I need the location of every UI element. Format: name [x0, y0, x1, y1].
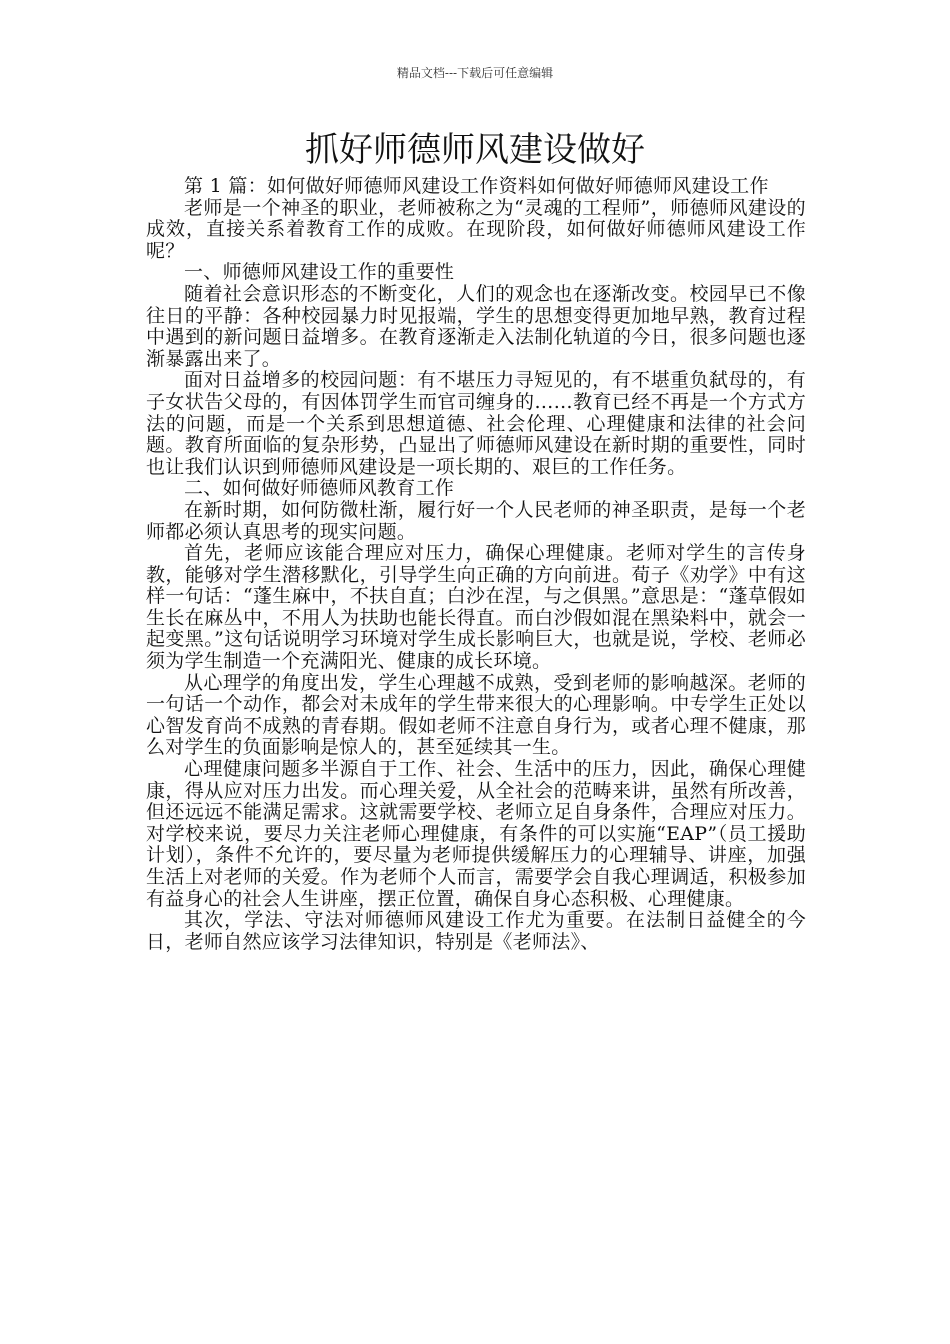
document-body [146, 176, 806, 953]
paragraph-campus-problems: 面对日益增多的校园问题：有不堪压力寻短见的，有不堪重负弑母的，有子女状告父母的，有因体罚学生而官司缠身的……教育已经不再是一个方式方法的问题，而是一个关系到思想道德、社会伦理、心理健康和法律的社会问题。教育所面临的复杂形势，凸显出了师德师风建设在新时期的重要性，同时也让我们认识到师德师风建设是一项长期的、艰巨的工作任务。 [146, 369, 806, 478]
page-header-note: 精品文档---下载后可任意编辑 [396, 66, 554, 80]
paragraph-second-point: 其次，学法、守法对师德师风建设工作尤为重要。在法制日益健全的今日，老师自然应该学习法律知识，特别是《老师法》、 [146, 909, 806, 953]
section-heading-how-to: 二、如何做好师德师风教育工作 [184, 477, 455, 500]
paragraph-first-point: 首先，老师应该能合理应对压力，确保心理健康。老师对学生的言传身教，能够对学生潜移默化，引导学生向正确的方向前进。荀子《劝学》中有这样一句话：“蓬生麻中，不扶自直；白沙在涅，与之俱黑。”意思是：“蓬草假如生长在麻丛中，不用人为扶助也能长得直。而白沙假如混在黑染料中，就会一起变黑。”这句话说明学习环境对学生成长影响巨大，也就是说，学校、老师必须为学生制造一个充满阳光、健康的成长环境。 [146, 542, 806, 673]
paragraph-intro: 老师是一个神圣的职业，老师被称之为“灵魂的工程师”，师德师风建设的成效，直接关系着教育工作的成败。在现阶段，如何做好师德师风建设工作呢？ [146, 196, 806, 262]
section-heading-importance: 一、师德师风建设工作的重要性 [184, 261, 455, 284]
paragraph-chapter-heading: 第 1 篇：如何做好师德师风建设工作资料如何做好师德师风建设工作 [184, 175, 769, 197]
paragraph-mental-health: 心理健康问题多半源自于工作、社会、生活中的压力，因此，确保心理健康，得从应对压力出发。而心理关爱，从全社会的范畴来讲，虽然有所改善，但还远远不能满足需求。这就需要学校、老师立足自身条件，合理应对压力。对学校来说，要尽力关注老师心理健康，有条件的可以实施“EAP”（员工援助计划），条件不允许的，要尽量为老师提供缓解压力的心理辅导、讲座，加强生活上对老师的关爱。作为老师个人而言，需要学会自我心理调适，积极参加有益身心的社会人生讲座，摆正位置，确保自身心态积极、心理健康。 [146, 758, 806, 910]
paragraph-social-change: 随着社会意识形态的不断变化，人们的观念也在逐渐改变。校园早已不像往日的平静：各种校园暴力时见报端，学生的思想变得更加地早熟，教育过程中遇到的新问题日益增多。在教育逐渐走入法制化轨道的今日，很多问题也逐渐暴露出来了。 [146, 282, 806, 370]
paragraph-new-era: 在新时期，如何防微杜渐，履行好一个人民老师的神圣职责，是每一个老师都必须认真思考的现实问题。 [146, 498, 806, 543]
paragraph-psychology: 从心理学的角度出发，学生心理越不成熟，受到老师的影响越深。老师的一句话一个动作，都会对未成年的学生带来很大的心理影响。中专学生正处以心智发育尚不成熟的青春期。假如老师不注意自身行为，或者心理不健康，那么对学生的负面影响是惊人的，甚至延续其一生。 [146, 671, 806, 759]
document-title: 抓好师德师风建设做好 [305, 130, 645, 170]
